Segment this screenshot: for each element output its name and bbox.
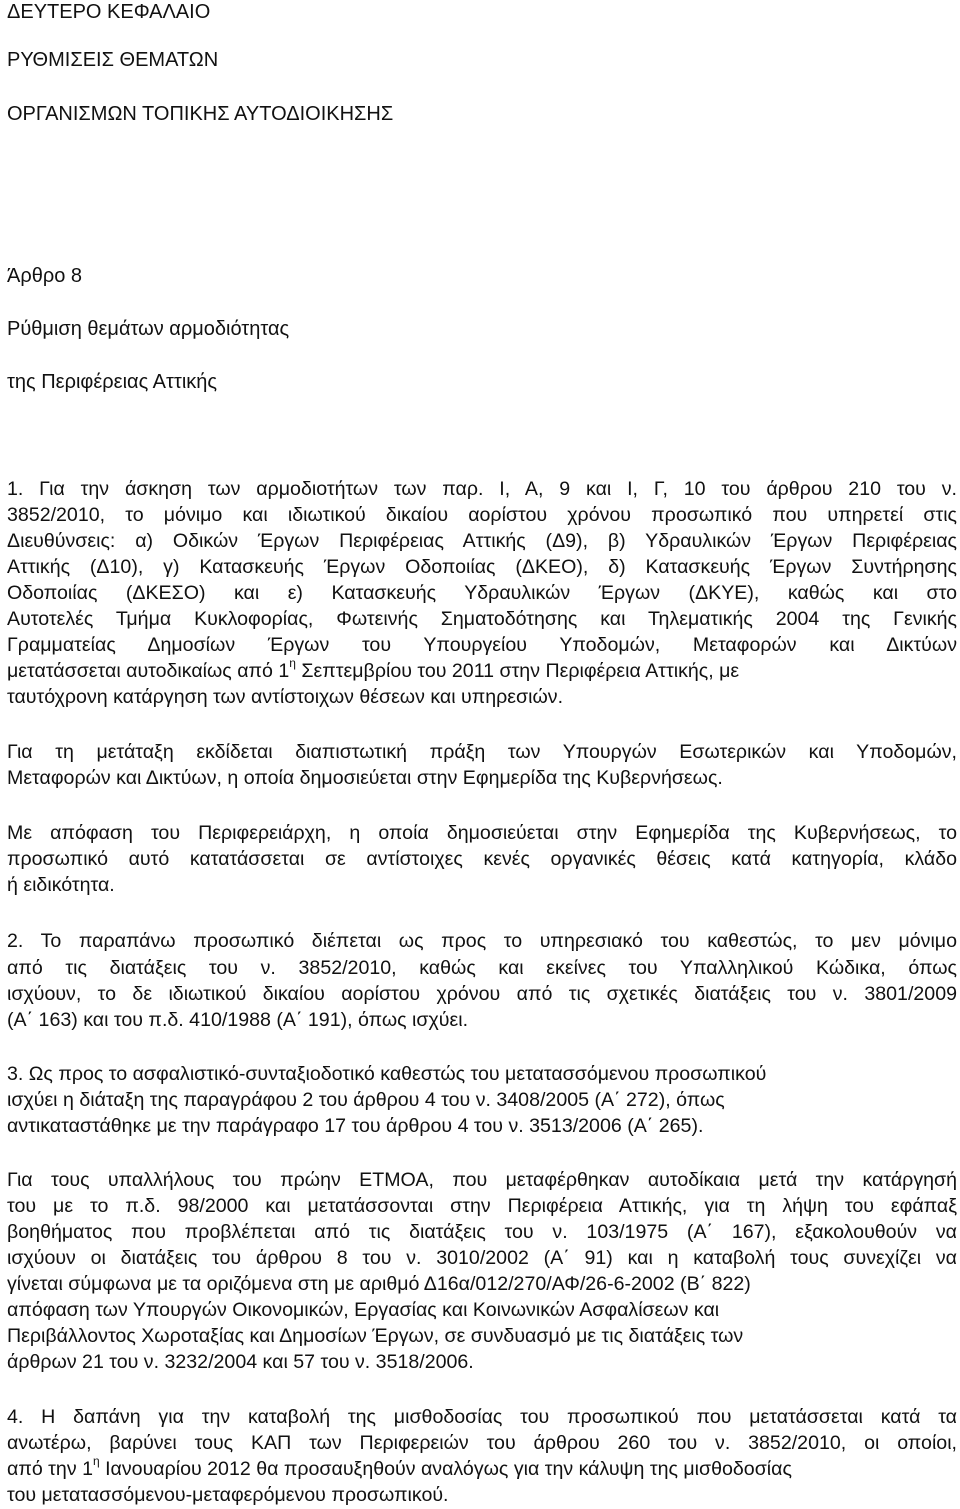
paragraph-line: Με απόφαση του Περιφερειάρχη, η οποία δημοσιεύεται στην Εφημερίδα της Κυβερνήσεως, το (7, 822, 957, 844)
chapter-heading: ΔΕΥΤΕΡΟ ΚΕΦΑΛΑΙΟ (7, 1, 211, 23)
paragraph-line: Για τη μετάταξη εκδίδεται διαπιστωτική πράξη των Υπουργών Εσωτερικών και Υποδομών, (7, 741, 957, 763)
paragraph-line: ή ειδικότητα. (7, 874, 115, 896)
paragraph-line: μετατάσσεται αυτοδικαίως από $1^\eta$ Σεπτεμβρίου του 2011 στην Περιφέρεια Αττικής, με (7, 656, 740, 682)
paragraph-line: Αυτοτελές Τμήμα Κυκλοφορίας, Φωτεινής Σηματοδότησης και Τηλεματικής 2004 της Γενικής (7, 608, 957, 630)
paragraph-line: Περιβάλλοντος Χωροταξίας και Δημοσίων Έργων, σε συνδυασμό με τις διατάξεις των (7, 1325, 744, 1347)
chapter-subheading: ΟΡΓΑΝΙΣΜΩΝ ΤΟΠΙΚΗΣ ΑΥΤΟΔΙΟΙΚΗΣΗΣ (7, 103, 394, 125)
article-number: Άρθρο 8 (7, 265, 83, 287)
chapter-subheading: ΡΥΘΜΙΣΕΙΣ ΘΕΜΑΤΩΝ (7, 49, 219, 71)
paragraph-line: άρθρων 21 του ν. 3232/2004 και 57 του ν. 3518/2006. (7, 1351, 474, 1373)
paragraph-line: 3852/2010, το μόνιμο και ιδιωτικού δικαίου αορίστου χρόνου προσωπικό που υπηρετεί στις (7, 504, 957, 526)
paragraph-line: Οδοποιίας (ΔΚΕΣΟ) και ε) Κατασκευής Υδραυλικών Έργων (ΔΚΥΕ), καθώς και στο (7, 582, 957, 604)
paragraph-line: ισχύουν οι διατάξεις του άρθρου 8 του ν. 3010/2002 (Α΄ 91) και η καταβολή τους συνεχίζει να (7, 1247, 957, 1269)
paragraph-line: ταυτόχρονη κατάργηση των αντίστοιχων θέσεων και υπηρεσιών. (7, 686, 564, 708)
article-title: της Περιφέρειας Αττικής (7, 371, 218, 393)
paragraph-line: Μεταφορών και Δικτύων, η οποία δημοσιεύεται στην Εφημερίδα της Κυβερνήσεως. (7, 767, 723, 789)
paragraph-line: Αττικής (Δ10), γ) Κατασκευής Έργων Οδοποιίας (ΔΚΕΟ), δ) Κατασκευής Έργων Συντήρησης (7, 556, 957, 578)
paragraph-line: 1. Για την άσκηση των αρμοδιοτήτων των παρ. Ι, Α, 9 και Ι, Γ, 10 του άρθρου 210 του ν. (7, 478, 957, 500)
paragraph-line: από την $1^\eta$ Ιανουαρίου 2012 θα προσαυξηθούν αναλόγως για την κάλυψη της μισθοδοσίας (7, 1454, 792, 1480)
paragraph-line: ισχύουν, το δε ιδιωτικού δικαίου αορίστου χρόνου από τις σχετικές διατάξεις του ν. 3801/2009 (7, 983, 957, 1005)
paragraph-line: Διευθύνσεις: α) Οδικών Έργων Περιφέρειας Αττικής (Δ9), β) Υδραυλικών Έργων Περιφέρειας (7, 530, 957, 552)
paragraph-line: απόφαση των Υπουργών Οικονομικών, Εργασίας και Κοινωνικών Ασφαλίσεων και (7, 1299, 720, 1321)
paragraph-line: του μετατασσόμενου-μεταφερόμενου προσωπικού. (7, 1484, 449, 1506)
paragraph-line: του με το π.δ. 98/2000 και μετατάσσονται στην Περιφέρεια Αττικής, για τη λήψη του εφάπαξ (7, 1195, 957, 1217)
paragraph-line: βοηθήματος που προβλέπεται από τις διατάξεις του ν. 103/1975 (Α΄ 167), εξακολουθούν να (7, 1221, 957, 1243)
paragraph-line: 2. Το παραπάνω προσωπικό διέπεται ως προς το υπηρεσιακό του καθεστώς, το μεν μόνιμο (7, 930, 957, 952)
superscript: η (289, 656, 296, 670)
paragraph-line: γίνεται σύμφωνα με τα οριζόμενα στη με αριθμό Δ16α/012/270/ΑΦ/26-6-2002 (Β΄ 822) (7, 1273, 751, 1295)
paragraph-line: ανωτέρω, βαρύνει τους ΚΑΠ των Περιφερειών του άρθρου 260 του ν. 3852/2010, οι οποίοι, (7, 1432, 957, 1454)
paragraph-line: 4. Η δαπάνη για την καταβολή της μισθοδοσίας του προσωπικού που μετατάσσεται κατά τα (7, 1406, 957, 1428)
paragraph-line: 3. Ως προς το ασφαλιστικό-συνταξιοδοτικό καθεστώς του μετατασσόμενου προσωπικού (7, 1063, 767, 1085)
superscript: η (92, 1454, 100, 1468)
article-title: Ρύθμιση θεμάτων αρμοδιότητας (7, 318, 290, 340)
paragraph-line: Για τους υπαλλήλους του πρώην ΕΤΜΟΑ, που μεταφέρθηκαν αυτοδίκαια μετά την κατάργησή (7, 1169, 957, 1191)
paragraph-line: αντικαταστάθηκε με την παράγραφο 17 του άρθρου 4 του ν. 3513/2006 (Α΄ 265). (7, 1115, 704, 1137)
paragraph-line: Γραμματείας Δημοσίων Έργων του Υπουργείου Υποδομών, Μεταφορών και Δικτύων (7, 634, 957, 656)
paragraph-line: (Α΄ 163) και του π.δ. 410/1988 (Α΄ 191), όπως ισχύει. (7, 1009, 469, 1031)
paragraph-line: από τις διατάξεις του ν. 3852/2010, καθώς και εκείνες του Υπαλληλικού Κώδικα, όπως (7, 957, 957, 979)
paragraph-line: ισχύει η διάταξη της παραγράφου 2 του άρθρου 4 του ν. 3408/2005 (Α΄ 272), όπως (7, 1089, 725, 1111)
paragraph-line: προσωπικό αυτό κατατάσσεται σε αντίστοιχες κενές οργανικές θέσεις κατά κατηγορία, κλάδο (7, 848, 957, 870)
